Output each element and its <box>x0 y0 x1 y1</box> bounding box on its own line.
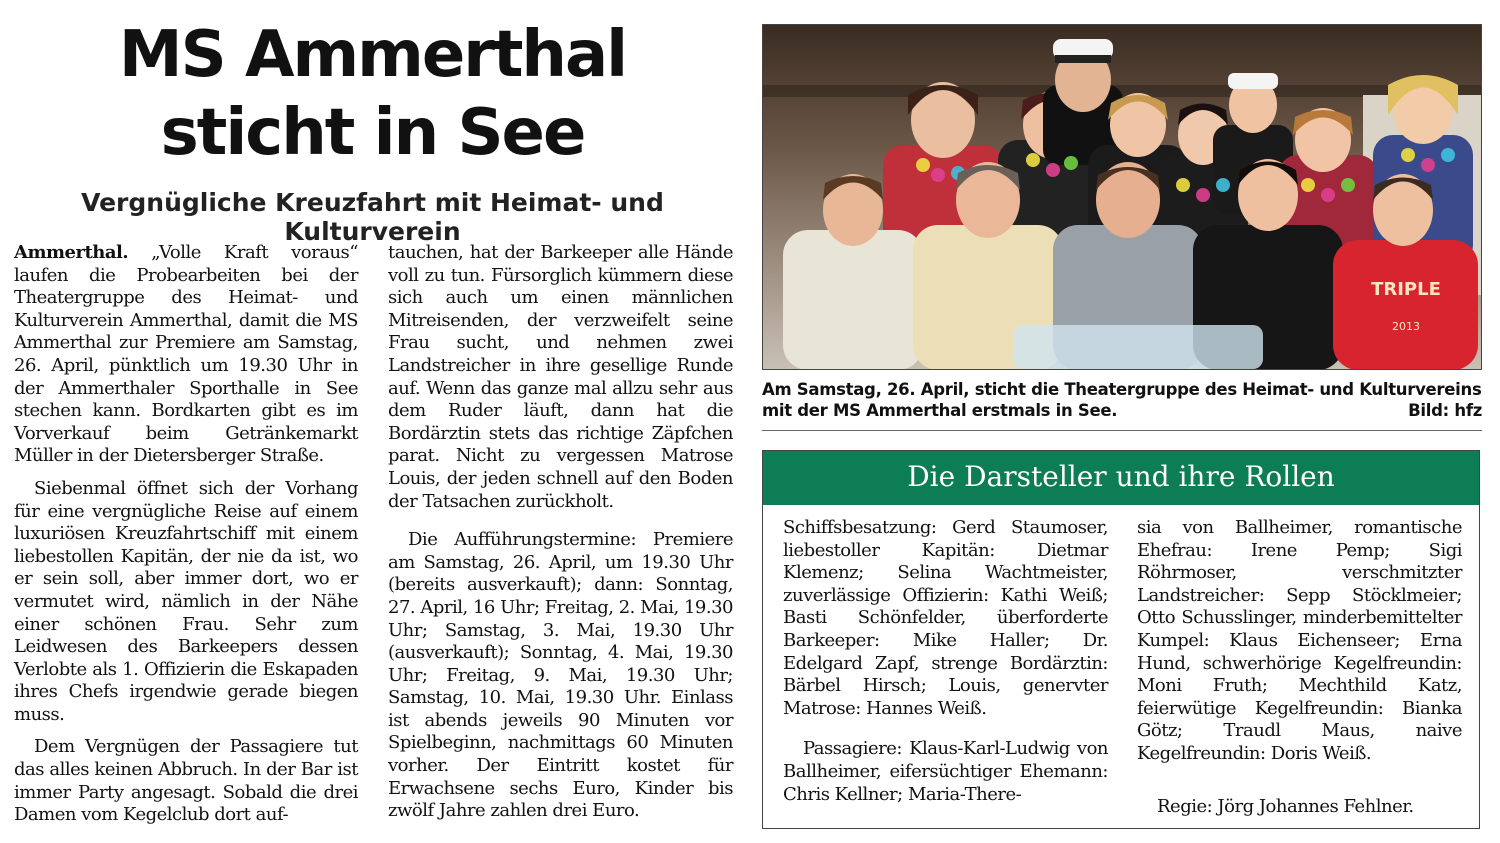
photo-credit: Bild: hfz <box>1408 401 1482 420</box>
article-paragraph <box>14 242 358 468</box>
director-credit: Regie: Jörg Johannes Fehlner. <box>1157 795 1414 817</box>
dateline: Ammerthal. <box>14 242 129 263</box>
cast-paragraph: Schiffsbesatzung: Gerd Staumoser, liebestoller Kapitän: Dietmar Klemenz; Selina Wachtmeister, zuverlässige Offizierin: Kathi Weiß; Basti Schönfelder, überforderte Barkeeper: Mike Haller; Dr. Edelgard Zapf, strenge Bordärztin: Bärbel Hirsch; Louis, genervter Matrose: Hannes Weiß. <box>783 517 1108 719</box>
divider <box>762 430 1482 431</box>
article-column-2 <box>388 242 733 823</box>
article-paragraph: Die Aufführungstermine: Premiere am Samstag, 26. April, um 19.30 Uhr (bereits ausverkauft); dann: Sonntag, 27. April, 16 Uhr; Freitag, 2. Mai, 19.30 Uhr; Samstag, 3. Mai, 19.30 Uhr (ausverkauft); Sonntag, 4. Mai, 19.30 Uhr; Freitag, 9. Mai, 19.30 Uhr; Samstag, 10. Mai, 19.30 Uhr. Einlass ist abends jeweils 90 Minuten vor Spielbeginn, nachmittags 60 Minuten vorher. Der Eintritt kostet für Erwachsene sechs Euro, Kinder bis zwölf Jahre zahlen drei Euro. <box>388 529 733 822</box>
shirt-text: TRIPLE <box>1371 279 1441 300</box>
headline-line-2: sticht in See <box>160 96 585 170</box>
article-paragraph: Dem Vergnügen der Passagiere tut das alles keinen Abbruch. In der Bar ist immer Party angesagt. Sobald die drei Damen vom Kegelclub dort auf- <box>14 736 358 826</box>
headline-line-1: MS Ammerthal <box>118 18 627 92</box>
cast-paragraph: sia von Ballheimer, romantische Ehefrau: Irene Pemp; Sigi Röhrmoser, verschmitzter Landstreicher: Sepp Stöcklmeier; Otto Schusslinger, minderbemittelter Kumpel: Klaus Eichenseer; Erna Hund, schwerhörige Kegelfreundin: Moni Fruth; Mechthild Katz, feierwütige Kegelfreundin: Bianka Götz; Traudl Maus, naive Kegelfreundin: Doris Weiß. <box>1137 517 1462 764</box>
cast-column-1 <box>783 517 1108 806</box>
cast-box-title: Die Darsteller und ihre Rollen <box>763 451 1479 505</box>
article-column-1 <box>14 242 358 827</box>
article-paragraph: tauchen, hat der Barkeeper alle Hände voll zu tun. Fürsorglich kümmern diese sich auch um einen männlichen Mitreisenden, der verzweifelt seine Frau sucht, und nehmen zwei Landstreicher in ihre gesellige Runde auf. Wenn das ganze mal allzu sehr aus dem Ruder läuft, dann hat die Bordärztin stets das richtige Zäpfchen parat. Nicht zu vergessen Matrose Louis, der jeden schnell auf den Boden der Tatsachen zurückholt. <box>388 242 733 512</box>
shirt-year: 2013 <box>1392 320 1420 333</box>
article-paragraph: Siebenmal öffnet sich der Vorhang für eine vergnügliche Reise auf einem luxuriösen Kreuzfahrtschiff mit einem liebestollen Kapitän, der nie da ist, wo er sein soll, aber immer dort, wo er vermutet wird, nämlich in der Nähe einer schönen Frau. Sehr zum Leidwesen des Barkeepers dessen Verlobte als 1. Offizierin die Eskapaden ihres Chefs irgendwie gerade biegen muss. <box>14 477 358 725</box>
group-photo-illustration <box>763 25 1481 369</box>
cast-box <box>762 450 1480 829</box>
group-photo <box>762 24 1482 370</box>
photo-caption <box>762 379 1482 421</box>
subheadline: Vergnügliche Kreuzfahrt mit Heimat- und Kulturverein <box>81 188 664 246</box>
cast-paragraph: Passagiere: Klaus-Karl-Ludwig von Ballheimer, eifersüchtiger Ehemann: Chris Kellner; Maria-There- <box>783 738 1108 805</box>
table-decoration <box>1013 325 1263 369</box>
paragraph-text: „Volle Kraft voraus“ laufen die Probearbeiten bei der Theatergruppe des Heimat- und Kulturverein Ammerthal, damit die MS Ammerthal zur Premiere am Samstag, 26. April, pünktlich um 19.30 Uhr in der Ammerthaler Sporthalle in See stechen kann. Bordkarten gibt es im Vorverkauf beim Getränkemarkt Müller in der Dietersberger Straße. <box>14 242 358 467</box>
headline <box>0 16 745 172</box>
cast-column-2 <box>1137 517 1462 818</box>
caption-text: Am Samstag, 26. April, sticht die Theatergruppe des Heimat- und Kulturvereins mit der MS Ammerthal erstmals in See. <box>762 380 1482 420</box>
